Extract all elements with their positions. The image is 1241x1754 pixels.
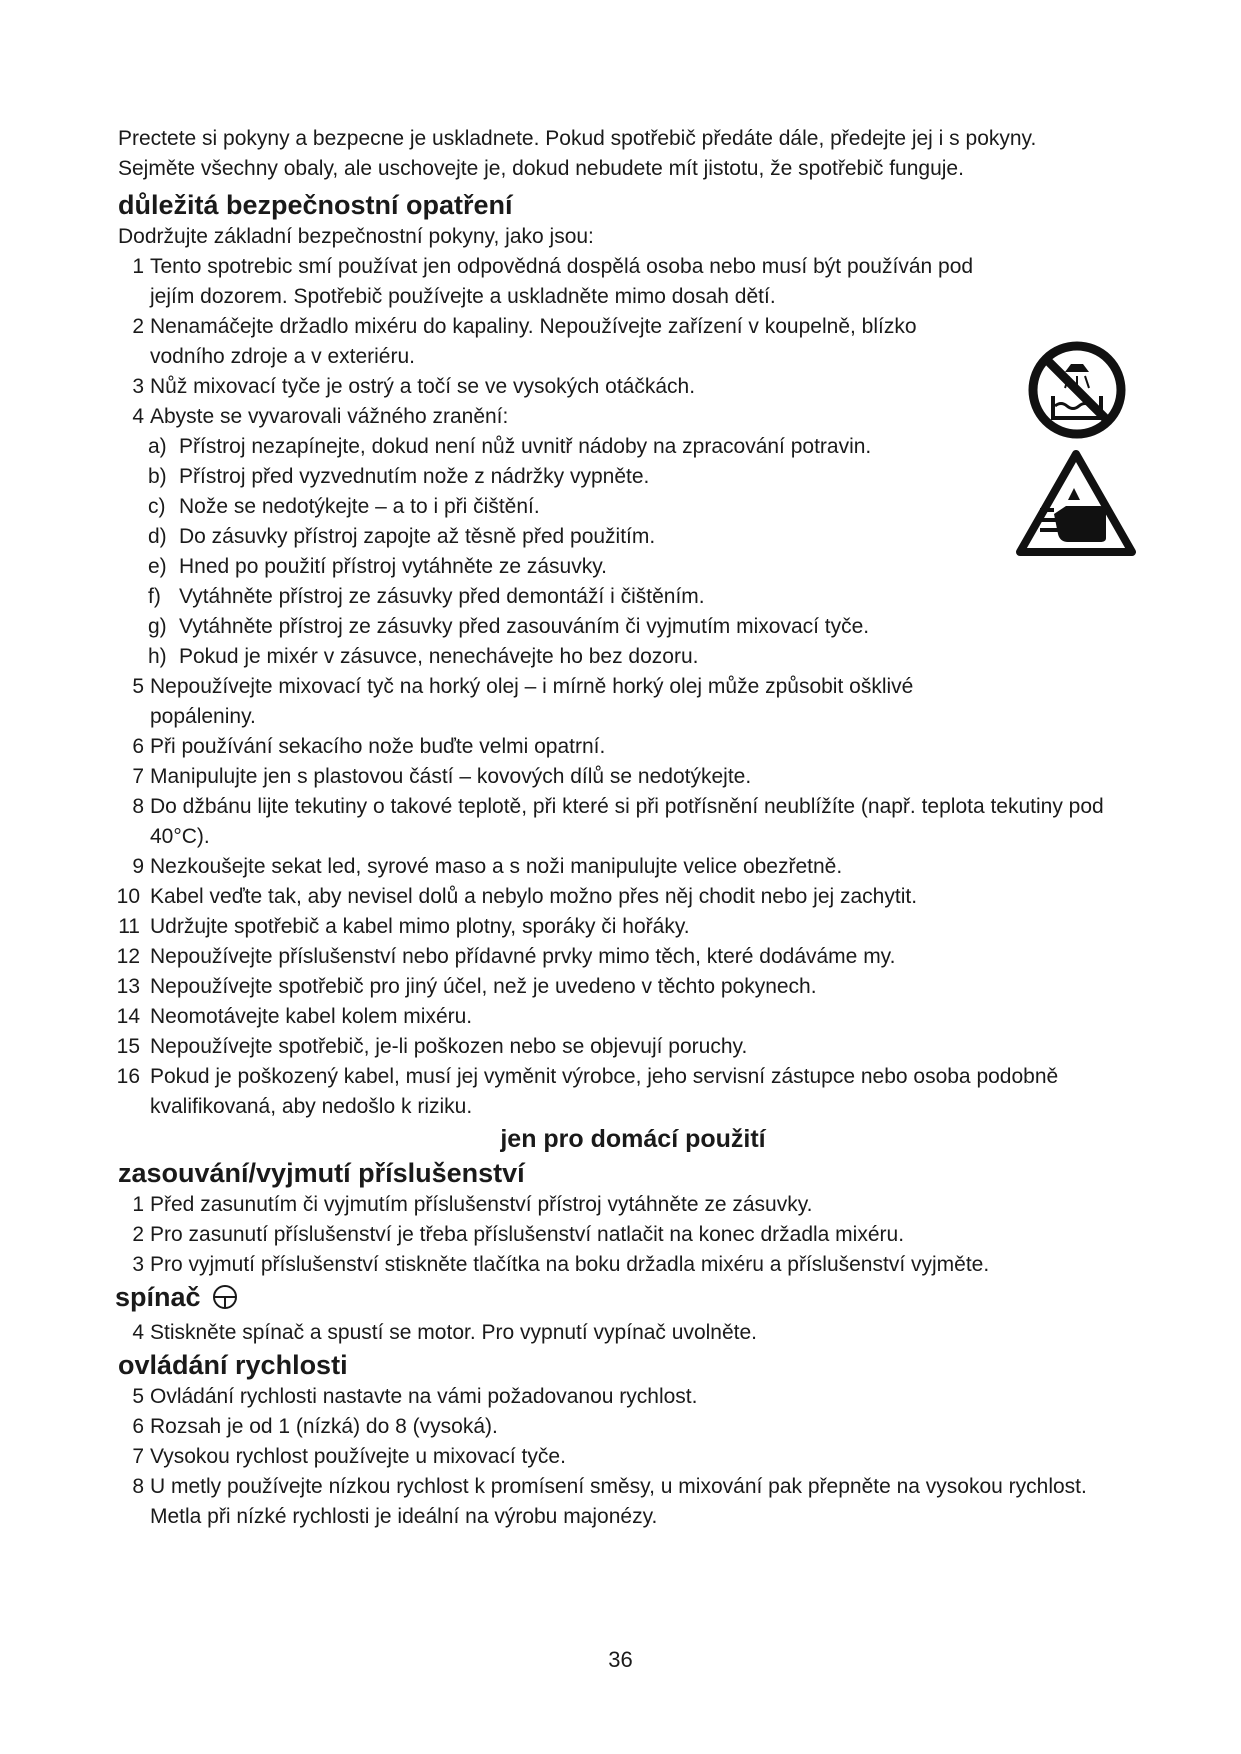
safety-item-4: 4 Abyste se vyvarovali vážného zranění: (132, 405, 509, 428)
accessories-item-2: 2 Pro zasunutí příslušenství je třeba příslušenství natlačit na konec držadla mixéru. (132, 1223, 905, 1246)
push-switch-icon (212, 1284, 238, 1318)
safety-item-6: 6 Při používání sekacího nože buďte velmi opatrní. (132, 735, 606, 758)
accessories-item-1: 1 Před zasunutím či vyjmutím příslušenství přístroj vytáhněte ze zásuvky. (132, 1193, 813, 1216)
safety-item-16: 16 Pokud je poškozený kabel, musí jej vyměnit výrobce, jeho servisní zástupce nebo osoba podobně kvalifikovaná, aby nedošlo k riziku. (116, 1065, 1059, 1118)
safety-subitem-e: e) Hned po použití přístroj vytáhněte ze zásuvky. (148, 555, 607, 578)
safety-item-15: 15 Nepoužívejte spotřebič, je-li poškozen nebo se objevují poruchy. (116, 1035, 748, 1058)
safety-subitem-c: c) Nože se nedotýkejte – a to i při čištění. (148, 495, 540, 518)
safety-list (118, 252, 988, 672)
speed-item-7: 7 Vysokou rychlost používejte u mixovací tyče. (132, 1445, 566, 1468)
safety-item-3: 3 Nůž mixovací tyče je ostrý a točí se ve vysokých otáčkách. (132, 375, 696, 398)
safety-subitem-h: h) Pokud je mixér v zásuvce, nenechávejte ho bez dozoru. (148, 645, 699, 668)
page-content (115, 124, 1108, 1532)
safety-item-7: 7 Manipulujte jen s plastovou částí – kovových dílů se nedotýkejte. (132, 765, 752, 788)
switch-heading-row (115, 1280, 1108, 1318)
home-use-notice: jen pro domácí použití (500, 1125, 766, 1153)
speed-item-5: 5 Ovládání rychlosti nastavte na vámi požadovanou rychlost. (132, 1385, 698, 1408)
safety-item-11: 11 Udržujte spotřebič a kabel mimo plotny, sporáky či hořáky. (118, 915, 690, 938)
switch-heading: spínač (115, 1282, 201, 1312)
safety-list-continued (118, 672, 1108, 1122)
speed-item-6: 6 Rozsah je od 1 (nízká) do 8 (vysoká). (132, 1415, 498, 1438)
safety-item-14: 14 Neomotávejte kabel kolem mixéru. (116, 1005, 473, 1028)
accessories-heading: zasouvání/vyjmutí příslušenství (118, 1158, 525, 1188)
safety-item-12: 12 Nepoužívejte příslušenství nebo přídavné prvky mimo těch, které dodáváme my. (116, 945, 896, 968)
accessories-item-3: 3 Pro vyjmutí příslušenství stiskněte tlačítka na boku držadla mixéru a příslušenství vyjměte. (132, 1253, 990, 1276)
blade-warning-icon (1014, 448, 1138, 558)
safety-item-8: 8 Do džbánu lijte tekutiny o takové teplotě, při které si při potřísnění neublížíte (např. teplota tekutiny pod 40°C). (132, 795, 1104, 848)
safety-subitem-a: a) Přístroj nezapínejte, dokud není nůž uvnitř nádoby na zpracování potravin. (148, 435, 872, 458)
intro-paragraph: Prectete si pokyny a bezpecne je uskladnete. Pokud spotřebič předáte dále, předejte jej i s pokyny. Sejměte všechny obaly, ale uschovejte je, dokud nebudete mít jistotu, že spotřebič funguje. (118, 127, 1037, 180)
safety-subitem-d: d) Do zásuvky přístroj zapojte až těsně před použitím. (148, 525, 656, 548)
speed-heading: ovládání rychlosti (118, 1350, 348, 1380)
safety-item-5: 5 Nepoužívejte mixovací tyč na horký olej – i mírně horký olej může způsobit ošklivé popáleniny. (132, 675, 914, 728)
safety-lead: Dodržujte základní bezpečnostní pokyny, jako jsou: (118, 225, 594, 248)
safety-item-9: 9 Nezkoušejte sekat led, syrové maso a s noži manipulujte velice obezřetně. (132, 855, 843, 878)
safety-subitem-f: f) Vytáhněte přístroj ze zásuvky před demontáží i čištěním. (148, 585, 705, 608)
page-number: 36 (608, 1647, 633, 1672)
safety-item-1: 1 Tento spotrebic smí používat jen odpovědná dospělá osoba nebo musí být používán pod jejím dozorem. Spotřebič používejte a uskladněte mimo dosah dětí. (132, 255, 974, 308)
safety-item-13: 13 Nepoužívejte spotřebič pro jiný účel, než je uvedeno v těchto pokynech. (116, 975, 817, 998)
safety-subitem-g: g) Vytáhněte přístroj ze zásuvky před zasouváním či vyjmutím mixovací tyče. (148, 615, 870, 638)
safety-heading: důležitá bezpečnostní opatření (118, 190, 513, 220)
speed-item-8: 8 U metly používejte nízkou rychlost k promísení směsy, u mixování pak přepněte na vysokou rychlost. Metla při nízké rychlosti je ideální na výrobu majonézy. (132, 1475, 1087, 1528)
switch-item-4: 4 Stiskněte spínač a spustí se motor. Pro vypnutí vypínač uvolněte. (132, 1321, 757, 1344)
safety-item-10: 10 Kabel veďte tak, aby nevisel dolů a nebylo možno přes něj chodit nebo jej zachytit. (116, 885, 918, 908)
safety-subitem-b: b) Přístroj před vyzvednutím nože z nádržky vypněte. (148, 465, 650, 488)
no-water-immersion-icon (1027, 340, 1127, 440)
safety-item-2: 2 Nenamáčejte držadlo mixéru do kapaliny. Nepoužívejte zařízení v koupelně, blízko vodního zdroje a v exteriéru. (132, 315, 917, 368)
